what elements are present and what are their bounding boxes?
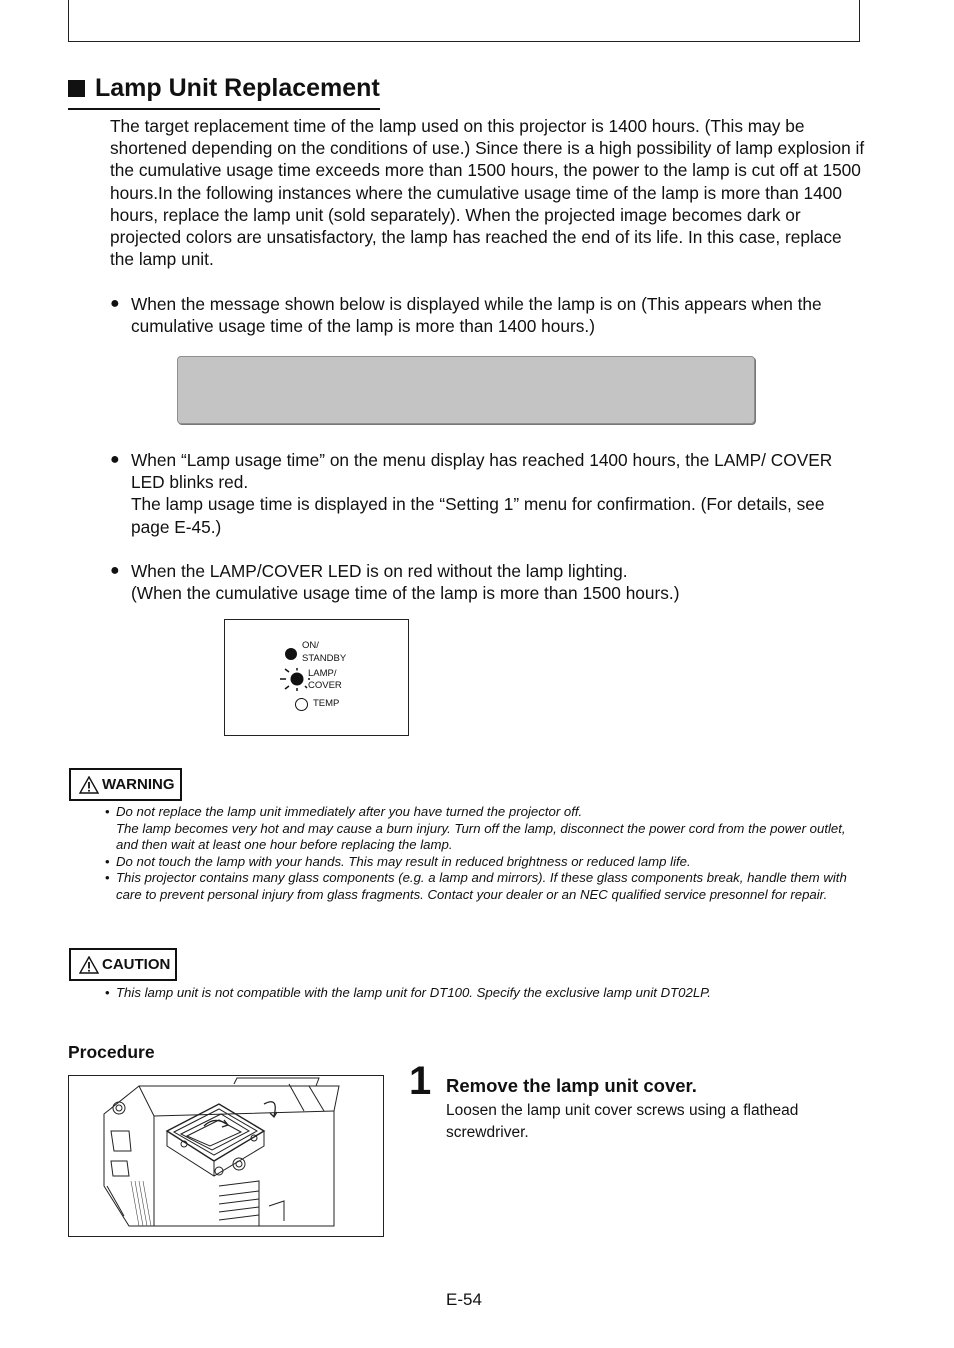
projector-illustration [69, 1076, 383, 1236]
bullet-text-continued: The lamp usage time is displayed in the “Setting 1” menu for confirmation. (For details, see page E-45.) [131, 494, 825, 537]
section-title-text: Lamp Unit Replacement [95, 74, 380, 102]
note-bullet: • [105, 804, 110, 819]
warning-note [105, 854, 865, 871]
on-standby-label-2: STANDBY [302, 653, 347, 664]
bullet-dot-icon: ● [110, 451, 120, 468]
note-line: Do not replace the lamp unit immediately after you have turned the projector off. [116, 804, 583, 819]
bullet-text: When the message shown below is displayed while the lamp is on (This appears when the cumulative usage time of the lamp is more than 1400 hours.) [131, 294, 822, 337]
bullet-text: When the LAMP/COVER LED is on red without the lamp lighting. [131, 561, 628, 581]
step-description: Loosen the lamp unit cover screws using a flathead screwdriver. [446, 1102, 799, 1141]
lamp-cover-label-1: LAMP/ [308, 668, 337, 679]
bullet-dot-icon: ● [110, 562, 120, 579]
on-standby-led-icon [285, 648, 297, 660]
warning-triangle-icon [79, 776, 99, 794]
on-standby-label-1: ON/ [302, 640, 319, 651]
step-number: 1 [409, 1059, 432, 1103]
bullet-text-continued: (When the cumulative usage time of the lamp is more than 1500 hours.) [131, 583, 680, 604]
square-bullet-icon [68, 80, 85, 97]
caution-triangle-icon [79, 956, 99, 974]
note-bullet: • [105, 853, 110, 869]
note-bullet: • [105, 870, 110, 886]
note-line: This projector contains many glass components (e.g. a lamp and mirrors). If these glass components break, handle them with care to prevent personal injury from glass fragments. Contact your dealer or an NEC qualified service presonnel for repair. [116, 870, 847, 902]
warning-label-text: WARNING [102, 776, 175, 793]
procedure-heading: Procedure [68, 1042, 155, 1062]
header-box [68, 0, 860, 42]
section-title [68, 70, 380, 110]
lamp-message-display [177, 356, 755, 424]
lamp-cover-label-2: COVER [308, 680, 342, 691]
note-bullet: • [105, 985, 110, 1000]
warning-note [105, 870, 865, 903]
note-line: The lamp becomes very hot and may cause a burn injury. Turn off the lamp, disconnect the power cord from the power outlet, and then wait at least one hour before replacing the lamp. [116, 820, 846, 853]
intro-paragraph: The target replacement time of the lamp used on this projector is 1400 hours. (This may be shortened depending on the conditions of use.) Since there is a high possibility of lamp explosion if the cumulative usage time exceeds more than 1500 hours, the power to the lamp is cut off at 1500 hours.In the following instances where the cumulative usage time of the lamp is more than 1400 hours, replace the lamp unit (sold separately). When the projected image becomes dark or projected colors are unsatisfactory, the lamp has reached the end of its life. In this case, replace the lamp unit. [110, 116, 865, 270]
bullet-item [110, 449, 850, 538]
bullet-dot-icon: ● [110, 295, 120, 312]
temp-label: TEMP [313, 698, 340, 709]
note-line: Do not touch the lamp with your hands. This may result in reduced brightness or reduced lamp life. [116, 853, 691, 869]
caution-notes [105, 985, 865, 1002]
bullet-text: When “Lamp usage time” on the menu display has reached 1400 hours, the LAMP/ COVER LED blinks red. [131, 450, 833, 493]
note-line: This lamp unit is not compatible with the lamp unit for DT100. Specify the exclusive lamp unit DT02LP. [116, 985, 711, 1000]
temp-led-icon [295, 698, 308, 711]
caution-note [105, 985, 865, 1002]
led-indicator-panel [224, 619, 409, 736]
caution-label-text: CAUTION [102, 956, 171, 973]
warning-notes [105, 804, 865, 904]
blinking-led-icon [277, 666, 311, 694]
warning-label [69, 768, 182, 801]
lamp-cover-illustration [68, 1075, 384, 1237]
caution-label [69, 948, 177, 981]
bullet-item [110, 293, 850, 337]
step-title: Remove the lamp unit cover. [446, 1075, 697, 1096]
page-number: E-54 [446, 1290, 482, 1309]
bullet-item [110, 560, 850, 604]
warning-note [105, 804, 865, 854]
